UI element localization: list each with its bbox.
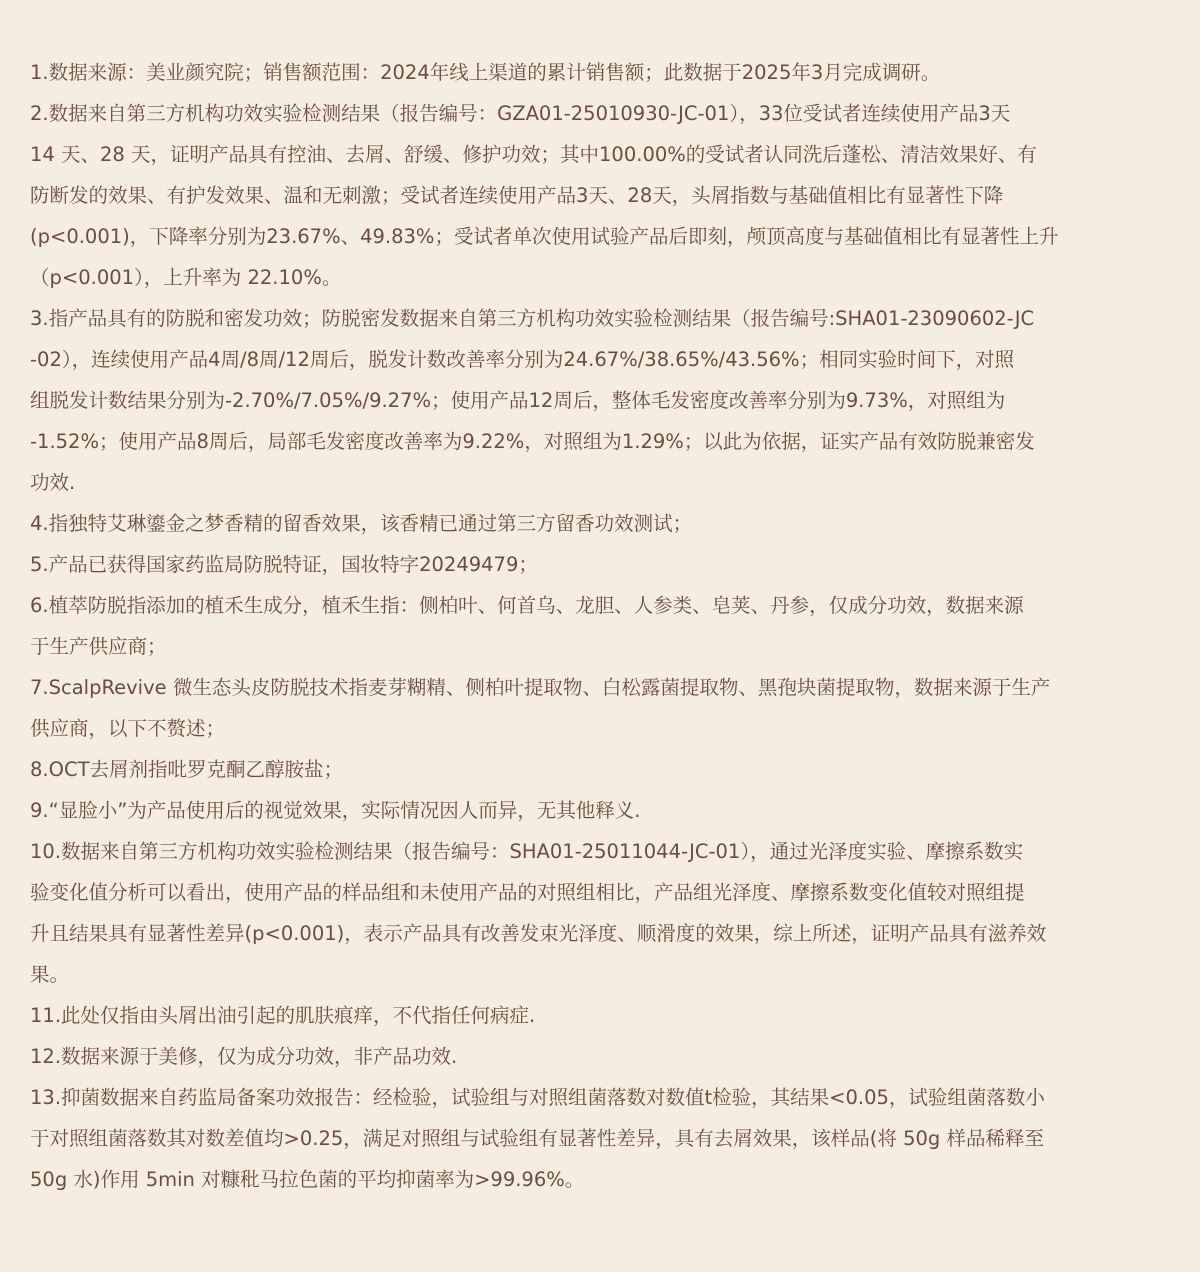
footnote-line: 防断发的效果、有护发效果、温和无刺激；受试者连续使用产品3天、28天，头屑指数与基础值相比有显著性下降 — [30, 184, 1004, 207]
footnote-line: 4.指独特艾琳鎏金之梦香精的留香效果，该香精已通过第三方留香功效测试； — [30, 512, 693, 535]
footnote-line: 10.数据来自第三方机构功效实验检测结果（报告编号：SHA01-25011044-JC-01），通过光泽度实验、摩擦系数实 — [30, 840, 1024, 863]
footnote-line: 6.植萃防脱指添加的植禾生成分，植禾生指：侧柏叶、何首乌、龙胆、人参类、皂荚、丹参，仅成分功效，数据来源 — [30, 594, 1024, 617]
footnote-line: 13.抑菌数据来自药监局备案功效报告：经检验，试验组与对照组菌落数对数值t检验，其结果<0.05，试验组菌落数小 — [30, 1086, 1045, 1109]
footnote-line: 14 天、28 天，证明产品具有控油、去屑、舒缓、修护功效；其中100.00%的受试者认同洗后蓬松、清洁效果好、有 — [30, 143, 1037, 166]
footnote-line: 12.数据来源于美修，仅为成分功效，非产品功效. — [30, 1045, 458, 1068]
footnote-line: 1.数据来源：美业颜究院；销售额范围：2024年线上渠道的累计销售额；此数据于2025年3月完成调研。 — [30, 61, 941, 84]
footnote-line: 供应商，以下不赘述； — [30, 717, 226, 740]
footnote-line: 5.产品已获得国家药监局防脱特证，国妆特字20249479； — [30, 553, 538, 576]
footnote-line: 11.此处仅指由头屑出油引起的肌肤痕痒，不代指任何病症. — [30, 1004, 536, 1027]
footnote-line: -02），连续使用产品4周/8周/12周后，脱发计数改善率分别为24.67%/38.65%/43.56%；相同实验时间下，对照 — [30, 348, 1015, 371]
footnote-line: 功效. — [30, 471, 76, 494]
footnote-line: 验变化值分析可以看出，使用产品的样品组和未使用产品的对照组相比，产品组光泽度、摩擦系数变化值较对照组提 — [30, 881, 1025, 904]
footnote-line: 7.ScalpRevive 微生态头皮防脱技术指麦芽糊精、侧柏叶提取物、白松露菌提取物、黑孢块菌提取物，数据来源于生产 — [30, 676, 1051, 699]
footnote-line: 于生产供应商； — [30, 635, 167, 658]
footnote-line: 升且结果具有显著性差异(p<0.001)，表示产品具有改善发束光泽度、顺滑度的效果，综上所述，证明产品具有滋养效 — [30, 922, 1047, 945]
footnote-line: 50g 水)作用 5min 对糠秕马拉色菌的平均抑菌率为>99.96%。 — [30, 1168, 585, 1191]
footnote-line: (p<0.001)，下降率分别为23.67%、49.83%；受试者单次使用试验产品后即刻，颅顶高度与基础值相比有显著性上升 — [30, 225, 1059, 248]
footnote-line: 8.OCT去屑剂指吡罗克酮乙醇胺盐； — [30, 758, 343, 781]
footnote-line: -1.52%；使用产品8周后，局部毛发密度改善率为9.22%，对照组为1.29%；以此为依据，证实产品有效防脱兼密发 — [30, 430, 1035, 453]
footnote-line: 9.“显脸小”为产品使用后的视觉效果，实际情况因人而异，无其他释义. — [30, 799, 641, 822]
footnote-line: （p<0.001），上升率为 22.10%。 — [30, 266, 342, 289]
footnote-line: 3.指产品具有的防脱和密发功效；防脱密发数据来自第三方机构功效实验检测结果（报告编号:SHA01-23090602-JC — [30, 307, 1035, 330]
footnote-line: 于对照组菌落数其对数差值均>0.25，满足对照组与试验组有显著性差异，具有去屑效果，该样品(将 50g 样品稀释至 — [30, 1127, 1044, 1150]
footnote-line: 果。 — [30, 963, 70, 986]
footnote-line: 组脱发计数结果分别为-2.70%/7.05%/9.27%；使用产品12周后，整体毛发密度改善率分别为9.73%，对照组为 — [30, 389, 1006, 412]
footnote-line: 2.数据来自第三方机构功效实验检测结果（报告编号：GZA01-25010930-JC-01），33位受试者连续使用产品3天 — [30, 102, 1011, 125]
